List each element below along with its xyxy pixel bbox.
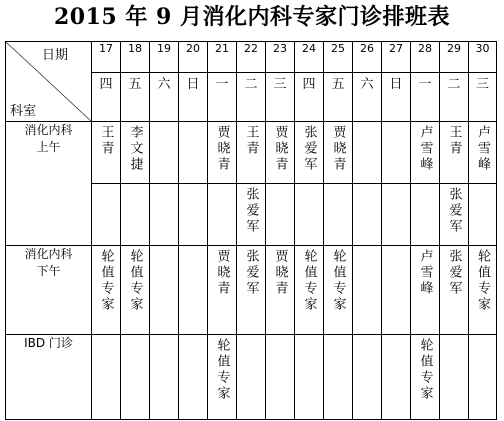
doctor-cell [440,184,469,246]
doctor-cell [295,122,324,184]
row-gi-am-a [6,122,497,184]
doctor-cell [266,335,295,420]
date-cell [324,42,353,73]
doctor-cell-text: 李文捷 [127,125,143,173]
weekday-cell [353,73,382,122]
doctor-cell-text: 卢雪峰 [475,125,490,173]
doctor-cell-text: 轮值专家 [475,249,490,313]
doctor-cell [353,246,382,335]
weekday-cell [324,73,353,122]
doctor-cell [382,122,411,184]
date-cell [469,42,497,73]
doctor-cell [469,246,497,335]
row-gi-pm [6,246,497,335]
date-cell-text: 29 [447,42,461,55]
doctor-cell [440,122,469,184]
doctor-cell [179,246,208,335]
doctor-cell [411,246,440,335]
weekday-cell [208,73,237,122]
doctor-cell [121,246,150,335]
doctor-cell-text: 张爱军 [301,125,317,173]
doctor-cell-text: 贾晓青 [272,249,288,297]
weekday-cell-text: 四 [99,77,113,92]
doctor-cell-text: 轮值专家 [301,249,317,313]
doctor-cell [150,122,179,184]
doctor-cell [92,335,121,420]
weekday-cell [440,73,469,122]
date-cell [382,42,411,73]
doctor-cell [353,335,382,420]
doctor-cell-text: 王青 [243,125,259,157]
dept-cell-ibd [6,335,92,420]
doctor-cell [411,335,440,420]
doctor-cell [237,122,266,184]
date-cell-text: 20 [186,42,200,55]
doctor-cell [324,335,353,420]
doctor-cell [150,246,179,335]
date-cell [353,42,382,73]
doctor-cell-text: 王青 [446,125,462,157]
doctor-cell-text: 贾晓青 [330,125,346,173]
weekday-cell-text: 六 [360,77,374,92]
doctor-cell [469,335,497,420]
date-cell [150,42,179,73]
date-cell-text: 18 [128,42,142,55]
doctor-cell [208,184,237,246]
doctor-cell [179,335,208,420]
doctor-cell [150,335,179,420]
corner-header-cell [6,42,92,122]
doctor-cell [266,122,295,184]
weekday-cell-text: 二 [447,77,461,92]
weekday-cell-text: 五 [331,77,345,92]
date-cell [121,42,150,73]
date-cell-text: 28 [418,42,432,55]
doctor-cell [295,184,324,246]
date-cell [179,42,208,73]
weekday-cell [411,73,440,122]
doctor-cell-text: 张爱军 [243,187,259,235]
date-cell-text: 24 [302,42,316,55]
doctor-cell [121,184,150,246]
date-cell [208,42,237,73]
weekday-cell-text: 一 [418,77,432,92]
doctor-cell [353,184,382,246]
date-cell-text: 17 [99,42,113,55]
dept-name: 消化内科 [24,247,73,261]
doctor-cell [295,335,324,420]
dept-cell-gi-am [6,122,92,246]
doctor-cell [469,184,497,246]
weekday-cell [150,73,179,122]
weekday-cell [382,73,411,122]
doctor-cell-text: 轮值专家 [127,249,143,313]
weekday-cell-text: 五 [128,77,142,92]
doctor-cell-text: 贾晓青 [214,249,230,297]
date-cell [295,42,324,73]
doctor-cell-text: 王青 [98,125,114,157]
doctor-cell [353,122,382,184]
doctor-cell [92,246,121,335]
weekday-cell [92,73,121,122]
date-row [6,42,497,73]
date-cell-text: 25 [331,42,345,55]
doctor-cell [411,184,440,246]
schedule-table [5,41,497,420]
dept-session: 下午 [36,264,61,278]
doctor-cell [295,246,324,335]
doctor-cell [324,246,353,335]
doctor-cell-text: 轮值专家 [98,249,114,313]
doctor-cell-text: 卢雪峰 [417,125,433,173]
doctor-cell-text: 轮值专家 [417,338,433,402]
doctor-cell [121,335,150,420]
date-cell-text: 26 [360,42,374,55]
doctor-cell [237,184,266,246]
doctor-cell [382,246,411,335]
doctor-cell [92,184,121,246]
date-cell [411,42,440,73]
doctor-cell [411,122,440,184]
doctor-cell [121,122,150,184]
weekday-cell-text: 日 [389,77,403,92]
weekday-cell-text: 三 [273,77,287,92]
doctor-cell [382,184,411,246]
doctor-cell [237,246,266,335]
weekday-cell-text: 日 [186,77,200,92]
date-cell-text: 23 [273,42,287,55]
date-cell [92,42,121,73]
date-cell [266,42,295,73]
doctor-cell [266,246,295,335]
date-cell-text: 27 [389,42,403,55]
weekday-cell [237,73,266,122]
weekday-cell [469,73,497,122]
dept-name: 消化内科 [24,123,73,137]
date-axis-label: 日期 [42,48,69,63]
doctor-cell [179,122,208,184]
date-cell-text: 30 [475,42,490,55]
doctor-cell-text: 贾晓青 [214,125,230,173]
weekday-cell [266,73,295,122]
weekday-cell-text: 四 [302,77,316,92]
weekday-cell-text: 二 [244,77,258,92]
doctor-cell [440,335,469,420]
dept-cell-gi-pm [6,246,92,335]
doctor-cell [92,122,121,184]
doctor-cell [208,246,237,335]
doctor-cell [266,184,295,246]
doctor-cell-text: 轮值专家 [214,338,230,402]
date-cell-text: 19 [157,42,171,55]
doctor-cell [179,184,208,246]
dept-name: IBD 门诊 [24,336,73,350]
date-cell-text: 22 [244,42,258,55]
weekday-cell [179,73,208,122]
doctor-cell [150,184,179,246]
doctor-cell [324,122,353,184]
doctor-cell-text: 贾晓青 [272,125,288,173]
date-cell-text: 21 [215,42,229,55]
weekday-cell [121,73,150,122]
weekday-cell-text: 三 [475,77,489,92]
doctor-cell-text: 张爱军 [243,249,259,297]
doctor-cell-text: 张爱军 [446,187,462,235]
date-cell [237,42,266,73]
date-cell [440,42,469,73]
weekday-cell-text: 六 [157,77,171,92]
dept-session: 上午 [36,140,61,154]
doctor-cell [382,335,411,420]
dept-axis-label: 科室 [10,104,37,119]
weekday-cell-text: 一 [215,77,229,92]
doctor-cell [237,335,266,420]
doctor-cell-text: 轮值专家 [330,249,346,313]
doctor-cell [208,122,237,184]
doctor-cell [440,246,469,335]
doctor-cell [469,122,497,184]
doctor-cell-text: 卢雪峰 [417,249,433,297]
weekday-cell [295,73,324,122]
doctor-cell [208,335,237,420]
doctor-cell [324,184,353,246]
page-title: 2015 年 9 月消化内科专家门诊排班表 [53,4,451,30]
row-ibd [6,335,497,420]
doctor-cell-text: 张爱军 [446,249,462,297]
